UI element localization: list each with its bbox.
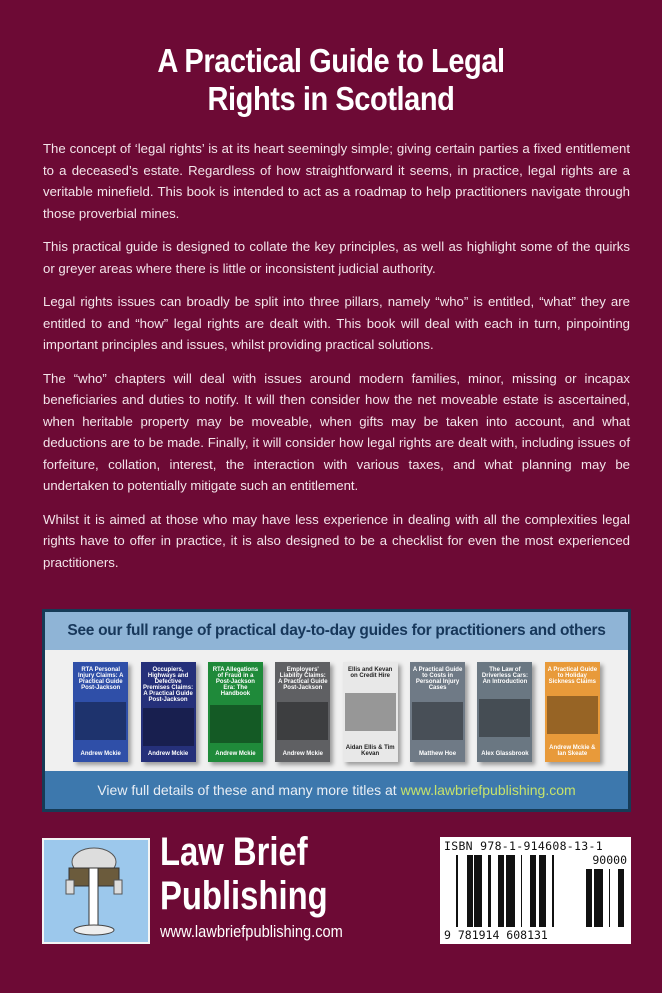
book-author: Andrew Mckie [282,751,323,757]
promo-banner [42,609,631,812]
judge-wig-icon [44,840,148,942]
book-cover [141,662,196,762]
book-cover [477,662,532,762]
book-cover [545,662,600,762]
publisher-url[interactable]: www.lawbriefpublishing.com [160,922,343,941]
cover-image [412,702,463,740]
price-code: 90000 [592,853,627,867]
book-cover [343,662,398,762]
promo-heading: See our full range of practical day-to-day guides for practitioners and others [45,612,628,650]
promo-url-link[interactable]: www.lawbriefpublishing.com [400,782,576,798]
book-author: Aidan Ellis & Tim Kevan [345,745,395,757]
book-covers [45,650,628,774]
paragraph: Whilst it is aimed at those who may have less experience in dealing with all the complexities legal rights have to offer in practice, it is also designed to be a checklist for even the most experienced practitioners. [43,511,630,570]
book-title: RTA Allegations of Fraud in a Post-Jackson Era: The Handbook [212,667,259,697]
book-author: Matthew Hoe [419,751,457,757]
isbn-text: ISBN 978-1-914608-13-1 [444,839,603,853]
cover-image [547,696,598,734]
blurb [43,138,630,585]
book-title: Ellis and Kevan on Credit Hire [348,667,393,679]
cover-image [345,693,396,731]
cover-image [75,702,126,740]
book-author: Andrew Mckie [147,751,189,757]
book-cover [208,662,263,762]
paragraph: Legal rights issues can broadly be split into three pillars, namely “who” is entitled, “what” they are entitled to and “how” legal rights are dealt with. This book will deal with each in turn, pinpointing important principles and issues, whilst providing practical solutions. [43,294,630,352]
book-title [40,42,623,118]
book-title: The Law of Driverless Cars: An Introduction [481,667,528,685]
book-title: RTA Personal Injury Claims: A Practical Guide Post-Jackson [77,667,124,691]
publisher-name-line-1: Law Brief [160,830,308,874]
book-author: Alex Glassbrook [481,751,529,757]
book-author: Andrew Mckie [80,751,121,757]
promo-footer-text: View full details of these and many more titles at [97,782,401,798]
book-title: A Practical Guide to Costs in Personal Injury Cases [412,667,463,691]
book-cover [410,662,465,762]
title-line-1: A Practical Guide to Legal [157,42,505,79]
publisher-name [160,830,328,918]
publisher-name-line-2: Publishing [160,874,328,918]
book-title: Employers' Liability Claims: A Practical Guide Post-Jackson [278,667,328,691]
promo-footer [45,771,628,809]
book-title: Occupiers, Highways and Defective Premises Claims: A Practical Guide Post-Jackson [143,667,194,703]
barcode-bars [452,855,560,927]
title-line-2: Rights in Scotland [207,80,455,117]
book-cover [73,662,128,762]
book-author: Andrew Mckie [215,751,256,757]
book-title: A Practical Guide to Holiday Sickness Claims [547,667,598,685]
barcode-digits: 9 781914 608131 [444,928,548,942]
isbn-barcode [440,837,631,944]
price-barcode-bars [580,869,626,927]
cover-image [277,702,328,740]
paragraph: The “who” chapters will deal with issues around modern families, minor, missing or incapax beneficiaries and duties to notify. It will then consider how the net moveable estate is ascertained, when heritable property may be moveable, when gifts may be taken into account, and what deductions are to be made. Finally, it will consider how legal rights are dealt with, including issues of forfeiture, collation, interest, the interaction with various taxes, and what planning may be undertaken to potentially mitigate such an entitlement. [43,370,630,493]
cover-image [143,708,194,746]
publisher-logo [42,838,150,944]
paragraph: This practical guide is designed to collate the key principles, as well as highlight some of the quirks or greyer areas where there is little or inconsistent judicial authority. [43,239,630,276]
cover-image [479,699,530,737]
paragraph: The concept of ‘legal rights’ is at its heart seemingly simple; giving certain parties a fixed entitlement to a deceased’s estate. Regardless of how straightforward it seems, in practice, legal rights are a veritable minefield. This book is intended to act as a roadmap to help practitioners navigate through those proverbial mines. [43,141,630,221]
book-author: Andrew Mckie & Ian Skeate [549,745,596,757]
book-cover [275,662,330,762]
cover-image [210,705,261,743]
